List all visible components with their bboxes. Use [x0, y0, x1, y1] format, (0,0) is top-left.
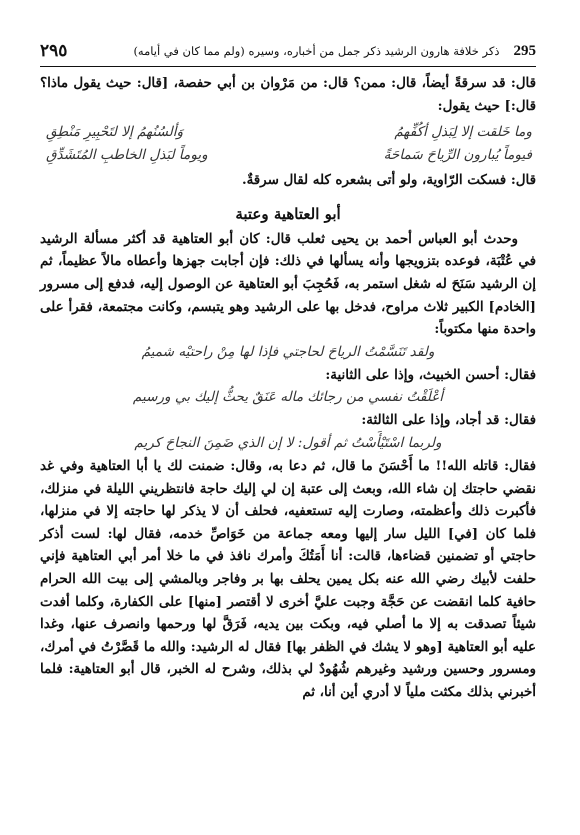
paragraph-conclusion: فقال: قاتله الله!! ما أَحْسَنَ ما قال، ثم دعا به، وقال: ضمنت لك يا أبا العتاهية وفي غد نقضي حاجتك إن شاء الله، وبعث إلى عتبة إن لي إليك حاجة فانتظريني الليلة في منزلك، فأكبرت ذلك وأعظمته، وصارت إليه تستعفيه، فحلف أن لا يذكر لها حاجته إلا في منزلها، فلما كان [في] الليل سار إليها ومعه جماعة من خَوَاصِّ خدمه، فقال لها: لست أذكر حاجتي أو تضمنين قضاءها، قالت: أنا أَمَتُكَ وأمرك نافذ في ما خلا أمر أبي العتاهية فإني حلفت لأبيك رضي الله عنه بكل يمين يحلف بها بر وفاجر وبالمشي إلى بيت الله الحرام حافية كلما انقضت عن حَجَّة وجبت عليَّ أخرى لا أقتصر [منها] على الكفارة، وكلما أفدت شيئاً تصدقت به إلا ما أصلي فيه، وبكت بين يديه، فَرَقَّ لها ورحمها وانصرف عنها، وغدا عليه أبو العتاهية [وهو لا يشك في الظفر بها] فقال له الرشيد: والله ما قَصَّرْتُ في أمرك، ومسرور وحسين ورشيد وغيرهم شُهُودٌ لي بذلك، وشرح له الخبر، قال أبو العتاهية: فلما أخبرني بذلك مكثت ملياً لا أدري أين أنا، ثم	[40, 457, 536, 700]
verse-line-1	[40, 121, 536, 144]
paragraph-third-fan: فقال: قد أجاد، وإذا على الثالثة:	[361, 412, 536, 429]
page-number-latin: 295	[513, 42, 536, 59]
verse-hemistich: وَألسُنُهمُ إلا لتَحْبِيرِ مَنْطِقِ	[46, 124, 184, 141]
paragraph-rawi: قال: فسكت الرّاوية، ولو أتى بشعره كله لقال سرقةٌ.	[241, 172, 536, 189]
page-header	[40, 38, 536, 64]
verse-hemistich: فيوماً يُبارون الرِّياحَ سَماحَةً	[383, 147, 532, 164]
verse-hemistich: ويوماً لبَذلِ الخاطبِ المُتَشَدِّقِ	[46, 147, 208, 164]
verse-hemistich: وما خَلقت إلا لِبَذلِ أكُفِّهمُ	[394, 124, 532, 141]
verse-line-2	[40, 144, 536, 167]
page-number-arabic: ٢٩٥	[40, 41, 68, 61]
section-heading: أبو العتاهية وعتبة	[235, 204, 341, 223]
paragraph-second-fan: فقال: أحسن الخبيث، وإذا على الثانية:	[325, 366, 536, 383]
header-rule	[40, 66, 536, 67]
verse-block-1	[40, 121, 536, 167]
paragraph-story: وحدث أبو العباس أحمد بن يحيى ثعلب قال: كان أبو العتاهية قد أكثر مسألة الرشيد في عُتْبَة، فوعده بتزويجها وأنه يسألها في ذلك: فإن أجابت جهزها وأعطاه مالاً عظيماً، ثم إن الرشيد سَنَحَ له شغل استمر به، فَحُجِبَ أبو العتاهية عن الوصول إليه، فدفع إلى مسرور [الخادم] الكبير ثلاث مراوح، فدخل بها على الرشيد وهو يتبسم، وكانت مجتمعة، فقرأ على واحدة منها مكتوباً:	[40, 230, 536, 338]
verse-fan-2: أعْلَقْتُ نفسي من رجائك ماله عَنَقٌ يحثُّ إليك بي ورسيم	[132, 389, 444, 406]
paragraph-intro: قال: قد سرقةً أيضاً، قال: ممن؟ قال: من مَرْوان بن أبي حفصة، [قال: حيث يقول ماذا؟ قال:] حيث يقول:	[40, 75, 536, 114]
page-body	[40, 72, 536, 703]
verse-fan-3: ولربما اسْتَيْأَسْتُ ثم أقول: لا إن الذي ضَمِنَ النجاحَ كريم	[134, 434, 442, 451]
running-title: ذكر خلافة هارون الرشيد ذكر جمل من أخباره، وسيره (ولم مما كان في أيامه)	[133, 44, 500, 58]
verse-fan-1: ولقد تَنَسَّمْتُ الرياحَ لحاجتي فإذا لها مِنْ راحتيْه شميمُ	[141, 343, 435, 360]
